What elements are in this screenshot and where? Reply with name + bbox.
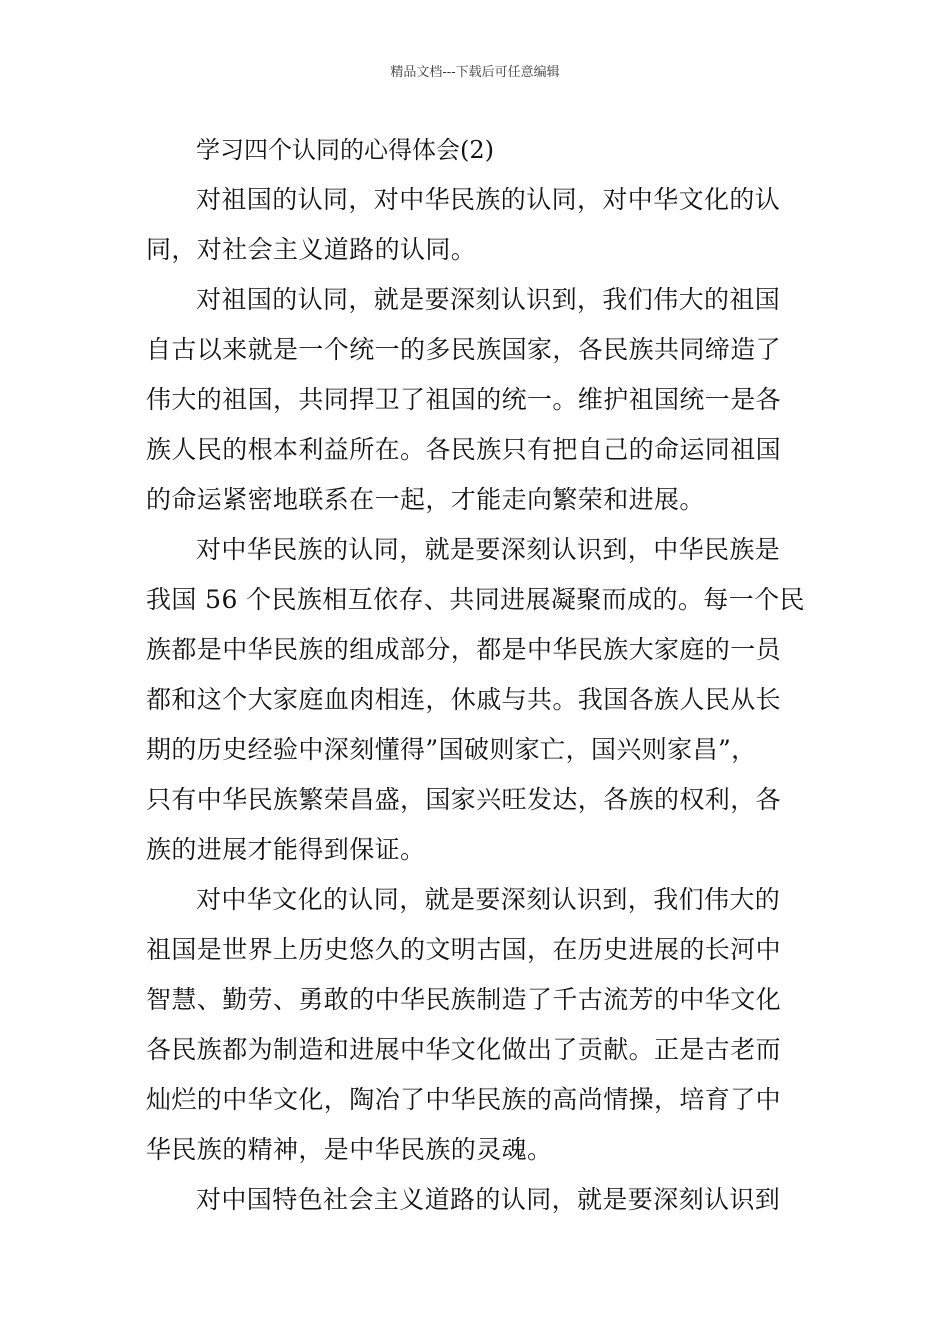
- paragraph-line: 都和这个大家庭血肉相连，休戚与共。我国各族人民从长: [146, 685, 782, 714]
- paragraph-line: 对祖国的认同，就是要深刻认识到，我们伟大的祖国: [196, 285, 781, 314]
- paragraph-line: 对中国特色社会主义道路的认同，就是要深刻认识到: [196, 1185, 781, 1214]
- paragraph-line: 对中华文化的认同，就是要深刻认识到，我们伟大的: [196, 885, 781, 914]
- paragraph-line: 自古以来就是一个统一的多民族国家，各民族共同缔造了: [146, 335, 782, 364]
- paragraph-line: 智慧、勤劳、勇敢的中华民族制造了千古流芳的中华文化: [146, 985, 782, 1014]
- paragraph-line: 的命运紧密地联系在一起，才能走向繁荣和进展。: [146, 485, 705, 514]
- paragraph-line: 族都是中华民族的组成部分，都是中华民族大家庭的一员: [146, 635, 782, 664]
- document-title: 学习四个认同的心得体会(2): [196, 136, 494, 164]
- paragraph-line: 我国 56 个民族相互依存、共同进展凝聚而成的。每一个民: [146, 585, 805, 614]
- paragraph-line: 族人民的根本利益所在。各民族只有把自己的命运同祖国: [146, 435, 782, 464]
- page-header: 精品文档---下载后可任意编辑: [390, 65, 560, 80]
- paragraph-line: 灿烂的中华文化，陶冶了中华民族的高尚情操，培育了中: [146, 1085, 782, 1114]
- paragraph-line: 伟大的祖国，共同捍卫了祖国的统一。维护祖国统一是各: [146, 385, 782, 414]
- paragraph-line: 华民族的精神，是中华民族的灵魂。: [146, 1135, 553, 1164]
- paragraph-line: 各民族都为制造和进展中华文化做出了贡献。正是古老而: [146, 1035, 782, 1064]
- paragraph-line: 祖国是世界上历史悠久的文明古国，在历史进展的长河中: [146, 935, 782, 964]
- paragraph-line: 对祖国的认同，对中华民族的认同，对中华文化的认: [196, 185, 781, 214]
- paragraph-line: 族的进展才能得到保证。: [146, 835, 426, 864]
- paragraph-line: 期的历史经验中深刻懂得”国破则家亡，国兴则家昌”，: [146, 735, 757, 764]
- paragraph-line: 同，对社会主义道路的认同。: [146, 235, 477, 264]
- paragraph-line: 只有中华民族繁荣昌盛，国家兴旺发达，各族的权利，各: [146, 785, 782, 814]
- paragraph-line: 对中华民族的认同，就是要深刻认识到，中华民族是: [196, 535, 781, 564]
